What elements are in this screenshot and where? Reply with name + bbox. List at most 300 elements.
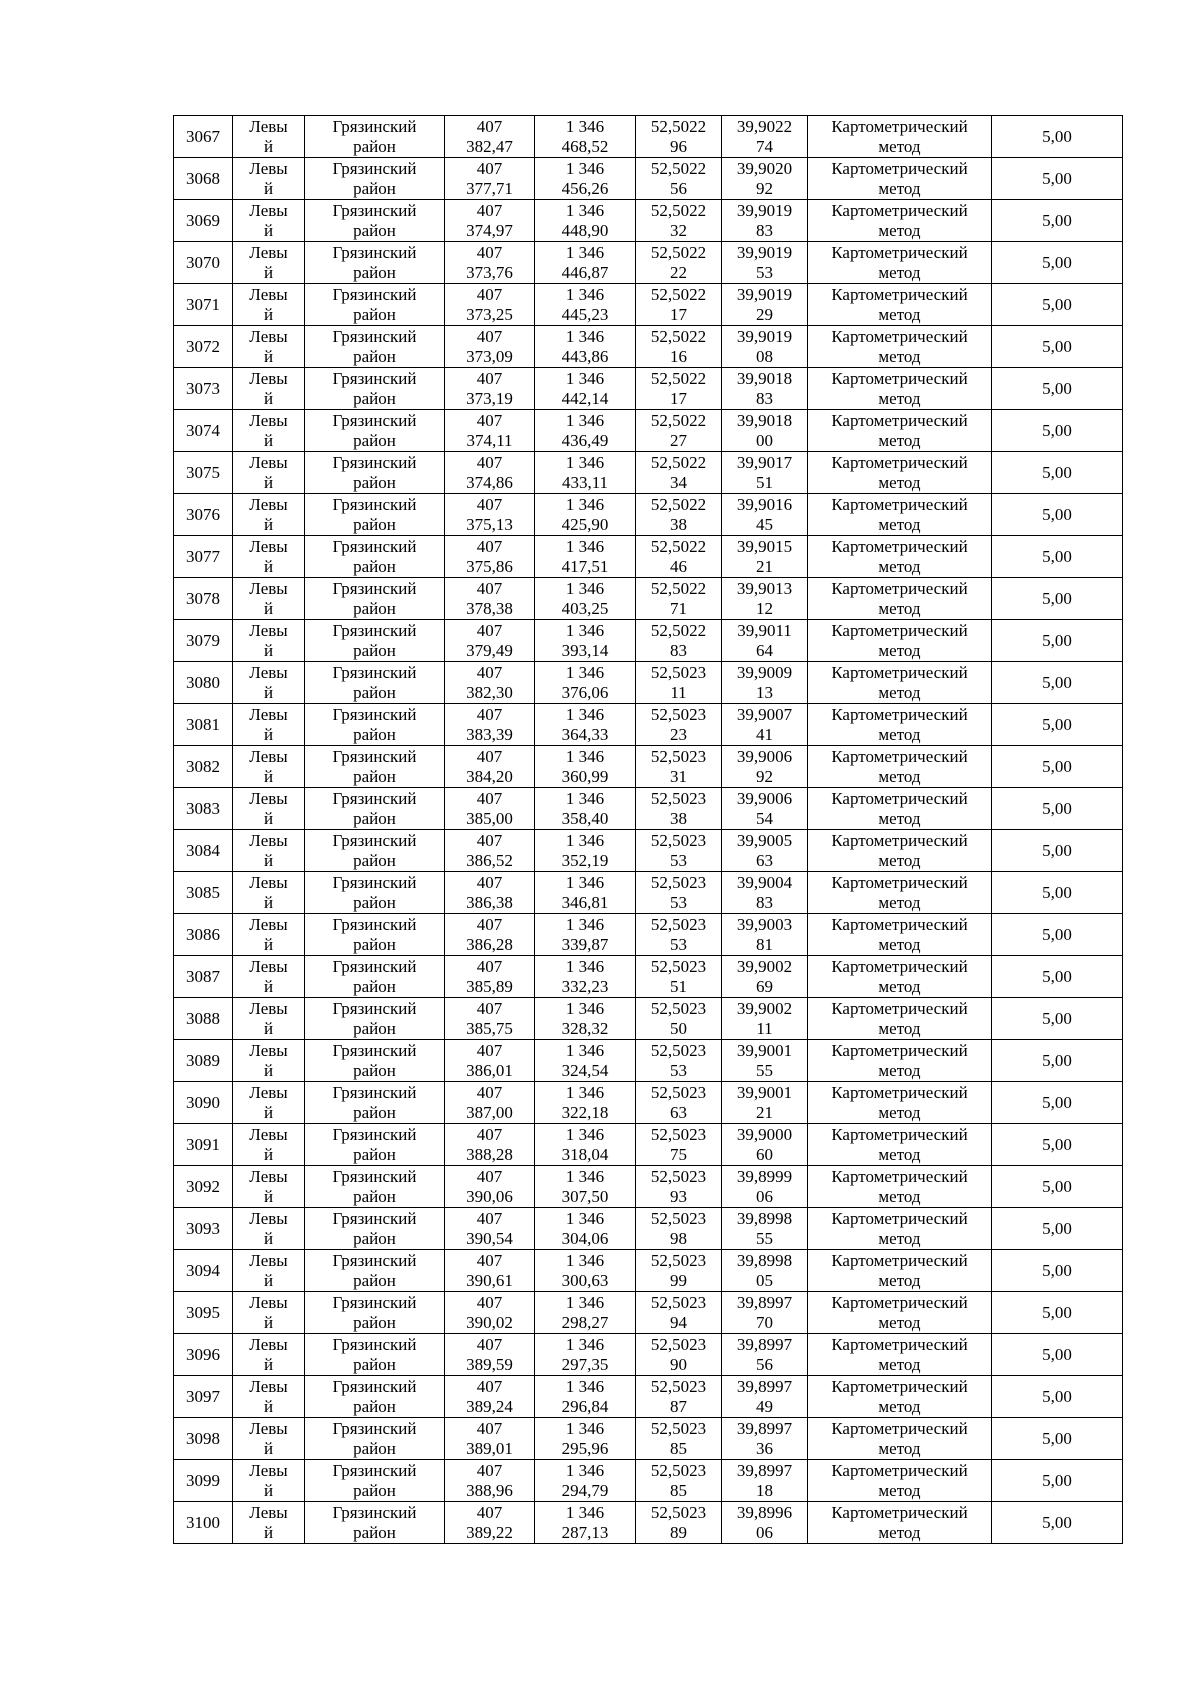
latitude-line: 52,5023 xyxy=(650,1040,707,1060)
point-number-cell: 3090 xyxy=(174,1082,233,1124)
accuracy-cell: 5,00 xyxy=(992,284,1123,326)
district-line: Грязинский xyxy=(332,326,417,346)
latitude-line: 50 xyxy=(670,1018,687,1038)
table-row xyxy=(174,1082,1123,1124)
longitude-line: 39,9016 xyxy=(736,494,793,514)
side-line: й xyxy=(263,1396,274,1416)
method-line: Картометрический xyxy=(831,1166,968,1186)
side-line: й xyxy=(263,808,274,828)
method-line: метод xyxy=(878,682,921,702)
x-coordinate-line: 407 xyxy=(476,1376,503,1396)
y-coordinate-line: 393,14 xyxy=(561,640,609,660)
district-cell xyxy=(305,872,445,914)
latitude-line: 52,5023 xyxy=(650,1250,707,1270)
longitude-line: 69 xyxy=(756,976,773,996)
side-cell xyxy=(233,830,305,872)
y-coordinate-cell xyxy=(535,1376,636,1418)
side-line: й xyxy=(263,598,274,618)
method-line: Картометрический xyxy=(831,1502,968,1522)
district-line: Грязинский xyxy=(332,578,417,598)
latitude-line: 56 xyxy=(670,178,687,198)
side-line: й xyxy=(263,1102,274,1122)
y-coordinate-cell xyxy=(535,536,636,578)
y-coordinate-line: 300,63 xyxy=(561,1270,609,1290)
district-line: район xyxy=(353,136,396,156)
x-coordinate-cell xyxy=(445,200,535,242)
x-coordinate-line: 407 xyxy=(476,116,503,136)
side-line: й xyxy=(263,724,274,744)
longitude-cell xyxy=(722,494,808,536)
latitude-cell xyxy=(636,158,722,200)
longitude-line: 39,9003 xyxy=(736,914,793,934)
latitude-cell xyxy=(636,788,722,830)
longitude-line: 83 xyxy=(756,892,773,912)
latitude-line: 52,5022 xyxy=(650,620,707,640)
district-cell xyxy=(305,536,445,578)
side-line: Левы xyxy=(249,998,288,1018)
x-coordinate-cell xyxy=(445,662,535,704)
district-cell xyxy=(305,1082,445,1124)
method-cell xyxy=(808,1082,992,1124)
latitude-cell xyxy=(636,872,722,914)
x-coordinate-line: 387,00 xyxy=(466,1102,513,1122)
y-coordinate-line: 433,11 xyxy=(561,472,609,492)
district-cell xyxy=(305,368,445,410)
x-coordinate-line: 382,47 xyxy=(466,136,513,156)
x-coordinate-line: 377,71 xyxy=(466,178,513,198)
latitude-cell xyxy=(636,830,722,872)
method-line: Картометрический xyxy=(831,830,968,850)
latitude-line: 96 xyxy=(670,136,687,156)
x-coordinate-cell xyxy=(445,536,535,578)
longitude-line: 12 xyxy=(756,598,773,618)
longitude-line: 63 xyxy=(756,850,773,870)
x-coordinate-cell xyxy=(445,242,535,284)
side-cell xyxy=(233,1376,305,1418)
method-line: Картометрический xyxy=(831,1460,968,1480)
x-coordinate-line: 407 xyxy=(476,452,503,472)
point-number-cell: 3079 xyxy=(174,620,233,662)
accuracy-cell: 5,00 xyxy=(992,368,1123,410)
y-coordinate-line: 456,26 xyxy=(561,178,609,198)
side-line: Левы xyxy=(249,536,288,556)
y-coordinate-line: 297,35 xyxy=(561,1354,609,1374)
side-cell xyxy=(233,746,305,788)
side-line: Левы xyxy=(249,620,288,640)
latitude-line: 89 xyxy=(670,1522,687,1542)
longitude-cell xyxy=(722,746,808,788)
x-coordinate-line: 407 xyxy=(476,998,503,1018)
method-line: Картометрический xyxy=(831,578,968,598)
latitude-line: 94 xyxy=(670,1312,687,1332)
longitude-line: 39,8998 xyxy=(736,1208,793,1228)
latitude-line: 52,5022 xyxy=(650,116,707,136)
district-cell xyxy=(305,620,445,662)
latitude-line: 52,5023 xyxy=(650,956,707,976)
method-line: Картометрический xyxy=(831,368,968,388)
side-line: й xyxy=(263,1144,274,1164)
longitude-cell xyxy=(722,284,808,326)
y-coordinate-line: 445,23 xyxy=(561,304,609,324)
longitude-line: 39,9019 xyxy=(736,200,793,220)
district-line: Грязинский xyxy=(332,914,417,934)
point-number-cell: 3092 xyxy=(174,1166,233,1208)
latitude-line: 32 xyxy=(670,220,687,240)
x-coordinate-line: 389,24 xyxy=(466,1396,513,1416)
latitude-line: 52,5023 xyxy=(650,1502,707,1522)
latitude-line: 52,5023 xyxy=(650,746,707,766)
longitude-line: 39,8996 xyxy=(736,1502,793,1522)
district-line: Грязинский xyxy=(332,872,417,892)
side-line: Левы xyxy=(249,452,288,472)
x-coordinate-line: 389,01 xyxy=(466,1438,513,1458)
point-number-cell: 3070 xyxy=(174,242,233,284)
y-coordinate-cell xyxy=(535,1124,636,1166)
x-coordinate-cell xyxy=(445,788,535,830)
latitude-cell xyxy=(636,1418,722,1460)
longitude-line: 54 xyxy=(756,808,773,828)
point-number-cell: 3087 xyxy=(174,956,233,998)
x-coordinate-line: 407 xyxy=(476,1082,503,1102)
x-coordinate-line: 386,01 xyxy=(466,1060,513,1080)
longitude-line: 55 xyxy=(756,1228,773,1248)
longitude-line: 39,9011 xyxy=(737,620,792,640)
y-coordinate-line: 318,04 xyxy=(561,1144,609,1164)
method-line: метод xyxy=(878,1228,921,1248)
longitude-line: 39,9007 xyxy=(736,704,793,724)
method-line: Картометрический xyxy=(831,998,968,1018)
district-line: Грязинский xyxy=(332,536,417,556)
point-number-cell: 3072 xyxy=(174,326,233,368)
method-line: Картометрический xyxy=(831,116,968,136)
latitude-cell xyxy=(636,1250,722,1292)
district-line: район xyxy=(353,1438,396,1458)
district-cell xyxy=(305,1040,445,1082)
side-cell xyxy=(233,326,305,368)
table-row xyxy=(174,998,1123,1040)
district-line: Грязинский xyxy=(332,998,417,1018)
side-line: й xyxy=(263,178,274,198)
x-coordinate-cell xyxy=(445,830,535,872)
x-coordinate-line: 374,11 xyxy=(466,430,513,450)
table-row xyxy=(174,1460,1123,1502)
y-coordinate-cell xyxy=(535,578,636,620)
method-line: метод xyxy=(878,346,921,366)
latitude-cell xyxy=(636,452,722,494)
x-coordinate-cell xyxy=(445,704,535,746)
district-line: район xyxy=(353,1396,396,1416)
latitude-line: 53 xyxy=(670,934,687,954)
coordinates-table xyxy=(173,115,1123,1544)
longitude-line: 74 xyxy=(756,136,773,156)
x-coordinate-line: 407 xyxy=(476,1502,503,1522)
district-line: Грязинский xyxy=(332,200,417,220)
longitude-cell xyxy=(722,326,808,368)
x-coordinate-line: 373,19 xyxy=(466,388,513,408)
longitude-cell xyxy=(722,914,808,956)
x-coordinate-line: 407 xyxy=(476,956,503,976)
x-coordinate-cell xyxy=(445,368,535,410)
y-coordinate-cell xyxy=(535,410,636,452)
method-cell xyxy=(808,1250,992,1292)
side-line: й xyxy=(263,1312,274,1332)
table-row xyxy=(174,494,1123,536)
longitude-line: 39,9005 xyxy=(736,830,793,850)
method-line: метод xyxy=(878,1312,921,1332)
district-cell xyxy=(305,998,445,1040)
x-coordinate-line: 373,25 xyxy=(466,304,513,324)
latitude-cell xyxy=(636,1376,722,1418)
side-line: й xyxy=(263,682,274,702)
longitude-line: 39,8997 xyxy=(736,1418,793,1438)
method-line: метод xyxy=(878,724,921,744)
side-line: Левы xyxy=(249,662,288,682)
district-cell xyxy=(305,452,445,494)
method-line: метод xyxy=(878,976,921,996)
table-row xyxy=(174,1124,1123,1166)
latitude-cell xyxy=(636,368,722,410)
district-cell xyxy=(305,1334,445,1376)
y-coordinate-cell xyxy=(535,1250,636,1292)
y-coordinate-line: 1 346 xyxy=(565,956,605,976)
district-line: район xyxy=(353,556,396,576)
district-cell xyxy=(305,116,445,158)
side-line: Левы xyxy=(249,1124,288,1144)
point-number-cell: 3077 xyxy=(174,536,233,578)
latitude-line: 53 xyxy=(670,892,687,912)
side-line: й xyxy=(263,1186,274,1206)
district-line: Грязинский xyxy=(332,1334,417,1354)
side-cell xyxy=(233,1292,305,1334)
y-coordinate-cell xyxy=(535,704,636,746)
latitude-cell xyxy=(636,242,722,284)
latitude-line: 98 xyxy=(670,1228,687,1248)
side-line: Левы xyxy=(249,1460,288,1480)
method-line: Картометрический xyxy=(831,662,968,682)
x-coordinate-cell xyxy=(445,410,535,452)
longitude-line: 39,9002 xyxy=(736,998,793,1018)
method-cell xyxy=(808,116,992,158)
side-line: й xyxy=(263,556,274,576)
district-line: Грязинский xyxy=(332,746,417,766)
side-cell xyxy=(233,158,305,200)
y-coordinate-line: 1 346 xyxy=(565,788,605,808)
y-coordinate-line: 1 346 xyxy=(565,1502,605,1522)
side-cell xyxy=(233,1334,305,1376)
point-number-cell: 3068 xyxy=(174,158,233,200)
latitude-cell xyxy=(636,620,722,662)
side-cell xyxy=(233,242,305,284)
longitude-cell xyxy=(722,410,808,452)
latitude-line: 31 xyxy=(670,766,687,786)
method-cell xyxy=(808,578,992,620)
table-row xyxy=(174,1166,1123,1208)
y-coordinate-line: 298,27 xyxy=(561,1312,609,1332)
district-line: Грязинский xyxy=(332,788,417,808)
y-coordinate-cell xyxy=(535,452,636,494)
y-coordinate-line: 1 346 xyxy=(565,1376,605,1396)
district-line: Грязинский xyxy=(332,662,417,682)
side-line: й xyxy=(263,1228,274,1248)
x-coordinate-line: 407 xyxy=(476,1292,503,1312)
latitude-line: 52,5022 xyxy=(650,242,707,262)
method-line: метод xyxy=(878,1270,921,1290)
latitude-line: 52,5022 xyxy=(650,368,707,388)
latitude-line: 52,5023 xyxy=(650,1460,707,1480)
method-line: метод xyxy=(878,136,921,156)
side-line: Левы xyxy=(249,116,288,136)
latitude-line: 52,5023 xyxy=(650,1082,707,1102)
district-line: район xyxy=(353,1102,396,1122)
y-coordinate-cell xyxy=(535,116,636,158)
longitude-cell xyxy=(722,998,808,1040)
point-number-cell: 3095 xyxy=(174,1292,233,1334)
side-line: й xyxy=(263,1060,274,1080)
method-cell xyxy=(808,536,992,578)
latitude-line: 53 xyxy=(670,850,687,870)
table-row xyxy=(174,368,1123,410)
y-coordinate-line: 1 346 xyxy=(565,116,605,136)
longitude-cell xyxy=(722,158,808,200)
y-coordinate-cell xyxy=(535,1082,636,1124)
side-line: й xyxy=(263,388,274,408)
longitude-line: 08 xyxy=(756,346,773,366)
point-number-cell: 3100 xyxy=(174,1502,233,1544)
latitude-line: 87 xyxy=(670,1396,687,1416)
latitude-line: 52,5022 xyxy=(650,200,707,220)
district-line: Грязинский xyxy=(332,116,417,136)
accuracy-cell: 5,00 xyxy=(992,1040,1123,1082)
latitude-line: 11 xyxy=(670,682,687,702)
y-coordinate-cell xyxy=(535,788,636,830)
district-line: район xyxy=(353,808,396,828)
method-cell xyxy=(808,998,992,1040)
longitude-line: 45 xyxy=(756,514,773,534)
longitude-line: 29 xyxy=(756,304,773,324)
y-coordinate-line: 448,90 xyxy=(561,220,609,240)
district-line: район xyxy=(353,1354,396,1374)
latitude-cell xyxy=(636,1166,722,1208)
x-coordinate-line: 384,20 xyxy=(466,766,513,786)
accuracy-cell: 5,00 xyxy=(992,830,1123,872)
longitude-cell xyxy=(722,1292,808,1334)
longitude-line: 05 xyxy=(756,1270,773,1290)
method-line: метод xyxy=(878,850,921,870)
method-cell xyxy=(808,1040,992,1082)
y-coordinate-cell xyxy=(535,1460,636,1502)
table-row xyxy=(174,326,1123,368)
side-cell xyxy=(233,578,305,620)
x-coordinate-cell xyxy=(445,1250,535,1292)
longitude-cell xyxy=(722,1124,808,1166)
accuracy-cell: 5,00 xyxy=(992,1250,1123,1292)
x-coordinate-line: 386,52 xyxy=(466,850,513,870)
table-row xyxy=(174,116,1123,158)
district-cell xyxy=(305,1250,445,1292)
y-coordinate-line: 1 346 xyxy=(565,830,605,850)
y-coordinate-cell xyxy=(535,998,636,1040)
table-row xyxy=(174,914,1123,956)
method-line: Картометрический xyxy=(831,746,968,766)
latitude-cell xyxy=(636,536,722,578)
latitude-cell xyxy=(636,1208,722,1250)
district-line: район xyxy=(353,472,396,492)
longitude-line: 39,9009 xyxy=(736,662,793,682)
y-coordinate-line: 376,06 xyxy=(561,682,609,702)
accuracy-cell: 5,00 xyxy=(992,746,1123,788)
table-row xyxy=(174,452,1123,494)
longitude-line: 83 xyxy=(756,220,773,240)
longitude-cell xyxy=(722,788,808,830)
accuracy-cell: 5,00 xyxy=(992,914,1123,956)
district-line: Грязинский xyxy=(332,830,417,850)
point-number-cell: 3076 xyxy=(174,494,233,536)
table-row xyxy=(174,1208,1123,1250)
point-number-cell: 3071 xyxy=(174,284,233,326)
y-coordinate-line: 324,54 xyxy=(561,1060,609,1080)
district-line: район xyxy=(353,1018,396,1038)
district-cell xyxy=(305,1292,445,1334)
y-coordinate-line: 1 346 xyxy=(565,1124,605,1144)
method-line: метод xyxy=(878,262,921,282)
side-line: й xyxy=(263,976,274,996)
side-line: й xyxy=(263,640,274,660)
latitude-line: 52,5022 xyxy=(650,452,707,472)
side-cell xyxy=(233,1040,305,1082)
x-coordinate-cell xyxy=(445,620,535,662)
latitude-line: 52,5023 xyxy=(650,1208,707,1228)
point-number-cell: 3093 xyxy=(174,1208,233,1250)
latitude-line: 52,5022 xyxy=(650,578,707,598)
side-line: Левы xyxy=(249,956,288,976)
x-coordinate-line: 407 xyxy=(476,914,503,934)
method-line: метод xyxy=(878,892,921,912)
longitude-line: 39,9006 xyxy=(736,788,793,808)
latitude-line: 52,5023 xyxy=(650,872,707,892)
longitude-line: 21 xyxy=(756,1102,773,1122)
y-coordinate-line: 1 346 xyxy=(565,158,605,178)
y-coordinate-cell xyxy=(535,830,636,872)
x-coordinate-line: 389,59 xyxy=(466,1354,513,1374)
table-row xyxy=(174,536,1123,578)
point-number-cell: 3094 xyxy=(174,1250,233,1292)
latitude-line: 38 xyxy=(670,514,687,534)
side-cell xyxy=(233,1082,305,1124)
district-line: район xyxy=(353,1186,396,1206)
method-cell xyxy=(808,1502,992,1544)
district-line: район xyxy=(353,850,396,870)
longitude-line: 39,9006 xyxy=(736,746,793,766)
latitude-line: 93 xyxy=(670,1186,687,1206)
longitude-line: 70 xyxy=(756,1312,773,1332)
district-cell xyxy=(305,704,445,746)
longitude-cell xyxy=(722,536,808,578)
district-line: Грязинский xyxy=(332,1376,417,1396)
district-cell xyxy=(305,662,445,704)
longitude-line: 39,8997 xyxy=(736,1376,793,1396)
latitude-line: 52,5023 xyxy=(650,1418,707,1438)
x-coordinate-cell xyxy=(445,326,535,368)
y-coordinate-line: 360,99 xyxy=(561,766,609,786)
side-cell xyxy=(233,914,305,956)
longitude-cell xyxy=(722,872,808,914)
method-cell xyxy=(808,620,992,662)
table-row xyxy=(174,158,1123,200)
accuracy-cell: 5,00 xyxy=(992,620,1123,662)
y-coordinate-cell xyxy=(535,1418,636,1460)
side-line: Левы xyxy=(249,494,288,514)
point-number-cell: 3078 xyxy=(174,578,233,620)
